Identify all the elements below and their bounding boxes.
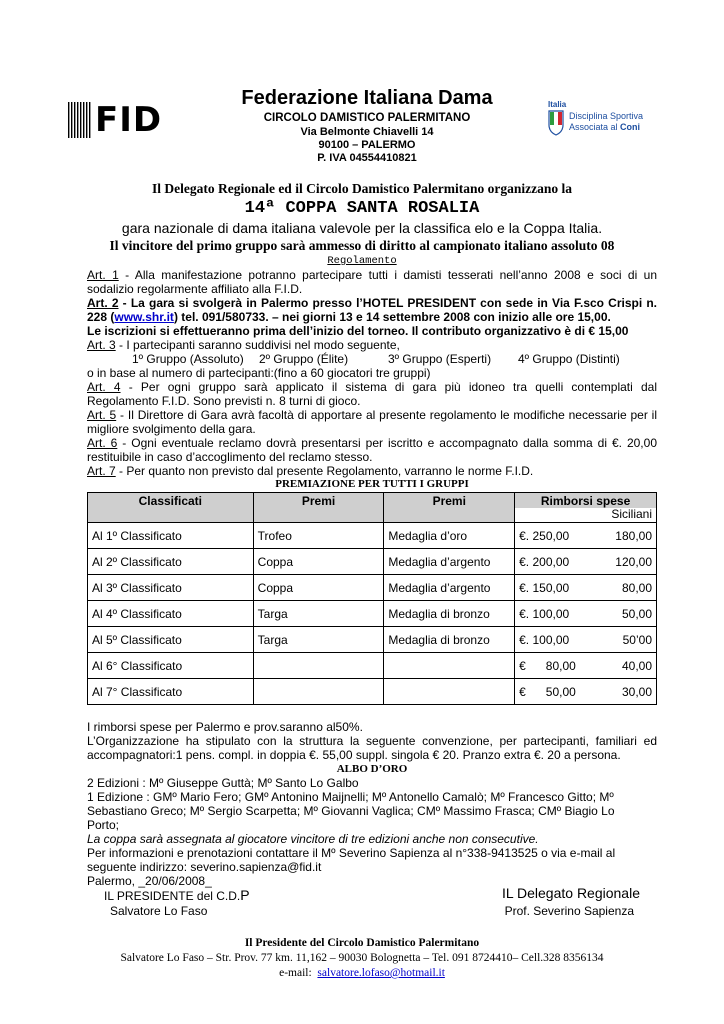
footer-title: Il Presidente del Circolo Damistico Palermitano xyxy=(244,937,480,949)
refund-amount: € 80,00 xyxy=(519,658,576,673)
albo-line3: Sebastiano Greco; Mº Sergio Scarpetta; Mº Giovanni Vaglica; CMº Massimo Frasca; CMº Biagio Lo xyxy=(87,804,615,818)
art6-line1 xyxy=(87,436,657,450)
art3-text: - I partecipanti saranno suddivisi nel modo seguente, xyxy=(115,338,400,352)
refund-amount: €. 100,00 xyxy=(519,632,570,647)
art3-line3: o in base al numero di partecipanti:(fino a 60 giocatori tre gruppi) xyxy=(87,366,431,380)
footer-email-line xyxy=(40,966,684,980)
coni-logo xyxy=(548,100,658,140)
coni-shield-icon xyxy=(548,110,564,136)
art4-label: Art. 4 xyxy=(87,380,121,394)
art7-line1 xyxy=(87,464,657,478)
art5-label: Art. 5 xyxy=(87,408,117,422)
footer-email-link[interactable]: salvatore.lofaso@hotmail.it xyxy=(317,967,445,979)
group-1: 1º Gruppo (Assoluto) xyxy=(132,352,244,366)
header-premi-2: Premi xyxy=(384,493,515,523)
prizes-header-row xyxy=(88,493,657,523)
art2-line2-post: ) tel. 091/580733. – nei giorni 13 e 14 settembre 2008 con inizio alle ore 15,00. xyxy=(173,310,611,324)
art6-line2: restituibile in caso d’accoglimento del reclamo stesso. xyxy=(87,450,373,464)
cell-medal: Medaglia d’oro xyxy=(384,523,515,549)
delegate-title: IL Delegato Regionale xyxy=(501,885,640,901)
art7-label: Art. 7 xyxy=(87,464,116,478)
cell-medal: Medaglia di bronzo xyxy=(384,627,515,653)
refund-sicily: 30,00 xyxy=(621,684,652,699)
refund-amount: €. 150,00 xyxy=(519,580,570,595)
refund-amount: €. 100,00 xyxy=(519,606,570,621)
cell-medal: Medaglia d’argento xyxy=(384,575,515,601)
art5-line2: migliore svolgimento della gara. xyxy=(87,422,256,436)
cell-place: Al 4º Classificato xyxy=(88,601,254,627)
header-siciliani: Siciliani xyxy=(611,507,652,521)
art5-line1 xyxy=(87,408,657,422)
refund-sicily: 50’00 xyxy=(622,632,652,647)
cell-medal: Medaglia d’argento xyxy=(384,549,515,575)
delegate-name: Prof. Severino Sapienza xyxy=(504,904,634,918)
art2-label: Art. 2 xyxy=(87,296,119,310)
art3-label: Art. 3 xyxy=(87,338,116,352)
cell-place: Al 7° Classificato xyxy=(88,679,254,705)
prizes-table xyxy=(87,492,657,705)
art1-line1 xyxy=(87,268,657,282)
cell-place: Al 2º Classificato xyxy=(88,549,254,575)
prizes-heading: PREMIAZIONE PER TUTTI I GRUPPI xyxy=(275,478,469,490)
refund-sicily: 180,00 xyxy=(615,528,652,543)
albo-line2: 1 Edizione : GMº Mario Fero; GMº Antonino Maijnelli; Mº Antonello Camalò; Mº Francesco Gitto; Mº xyxy=(87,790,614,804)
regulation-heading: Regolamento xyxy=(327,255,397,267)
cell-refund xyxy=(515,627,657,653)
table-row xyxy=(88,601,657,627)
cell-prize xyxy=(253,653,384,679)
header-rimborsi-label: Rimborsi spese xyxy=(515,493,656,508)
president-title-text: IL PRESIDENTE del C.D. xyxy=(104,889,241,903)
coni-line2-bold: Coni xyxy=(620,122,641,132)
organizers-line: Il Delegato Regionale ed il Circolo Damistico Palermitano organizzano la xyxy=(151,181,573,196)
coni-brand: Italia xyxy=(548,100,567,109)
president-title xyxy=(104,887,250,904)
qualifier-line: Il vincitore del primo gruppo sarà ammesso di diritto al campionato italiano assoluto 08 xyxy=(109,238,615,253)
cell-refund xyxy=(515,601,657,627)
cell-refund xyxy=(515,549,657,575)
cell-refund xyxy=(515,679,657,705)
art4-text: - Per ogni gruppo sarà applicato il sistema di gara più idoneo tra quelli contemplati dal xyxy=(120,380,657,394)
cup-note: La coppa sarà assegnata al giocatore vincitore di tre edizioni anche non consecutive. xyxy=(87,832,539,846)
cell-place: Al 6° Classificato xyxy=(88,653,254,679)
albo-line1: 2 Edizioni : Mº Giuseppe Guttà; Mº Santo Lo Galbo xyxy=(87,776,359,790)
convention-line2: accompagnatori:1 pens. compl. in doppia €. 55,00 suppl. singola € 20. Pranzo extra €. 20 a persona. xyxy=(87,748,621,762)
cell-prize: Trofeo xyxy=(253,523,384,549)
hotel-website-link[interactable]: www.shr.it xyxy=(114,310,174,324)
event-title: 14ª COPPA SANTA ROSALIA xyxy=(244,199,480,218)
refund-amount: €. 250,00 xyxy=(519,528,570,543)
cell-place: Al 5º Classificato xyxy=(88,627,254,653)
coni-line2 xyxy=(569,122,640,133)
footer-email-label: e-mail: xyxy=(279,967,312,979)
art2-line3: Le iscrizioni si effettueranno prima dell’inizio del torneo. Il contributo organizzativo è di € 15,00 xyxy=(87,324,629,338)
albo-line4: Porto; xyxy=(87,818,120,832)
cell-prize: Targa xyxy=(253,601,384,627)
cell-refund xyxy=(515,575,657,601)
albo-heading: ALBO D’ORO xyxy=(336,763,408,775)
cell-refund xyxy=(515,653,657,679)
art3-line1 xyxy=(87,338,657,352)
info-line1: Per informazioni e prenotazioni contattare il Mº Severino Sapienza al n°338-9413525 o via e-mail al xyxy=(87,846,616,860)
club-vat: P. IVA 04554410821 xyxy=(317,152,417,164)
refund-amount: € 50,00 xyxy=(519,684,576,699)
refund-amount: €. 200,00 xyxy=(519,554,570,569)
art7-text: - Per quanto non previsto dal presente Regolamento, varranno le norme F.I.D. xyxy=(115,464,534,478)
cell-refund xyxy=(515,523,657,549)
art6-text: - Ogni eventuale reclamo dovrà presentarsi per iscritto e accompagnato dalla somma di €. 20,00 xyxy=(117,436,657,450)
art4-line2: Regolamento F.I.D. Sono previsti n. 8 turni di gioco. xyxy=(87,394,361,408)
club-city: 90100 – PALERMO xyxy=(318,139,416,151)
art2-text: - La gara si svolgerà in Palermo presso l’HOTEL PRESIDENT con sede in Via F.sco Crispi n. xyxy=(118,296,657,310)
header-rimborsi xyxy=(515,493,657,523)
org-title: Federazione Italiana Dama xyxy=(241,87,493,109)
club-address: Via Belmonte Chiavelli 14 xyxy=(300,126,434,138)
art5-text: - Il Direttore di Gara avrà facoltà di apportare al presente regolamento le modifiche necessarie per il xyxy=(116,408,657,422)
refund-note: I rimborsi spese per Palermo e prov.saranno al50%. xyxy=(87,720,363,734)
fid-logo xyxy=(68,100,163,140)
refund-sicily: 50,00 xyxy=(621,606,652,621)
art1-label: Art. 1 xyxy=(87,268,119,282)
refund-sicily: 80,00 xyxy=(621,580,652,595)
table-row xyxy=(88,523,657,549)
coni-line2-prefix: Associata al xyxy=(569,122,621,132)
cell-prize: Coppa xyxy=(253,549,384,575)
group-3: 3º Gruppo (Esperti) xyxy=(388,352,492,366)
header-classificati: Classificati xyxy=(88,493,254,523)
refund-sicily: 120,00 xyxy=(615,554,652,569)
date-line: Palermo, _20/06/2008_ xyxy=(87,874,212,888)
cell-prize: Coppa xyxy=(253,575,384,601)
refund-sicily: 40,00 xyxy=(621,658,652,673)
art2-line2 xyxy=(87,310,657,324)
art1-text: - Alla manifestazione potranno partecipare tutti i damisti tesserati nell’anno 2008 e soci di un xyxy=(118,268,657,282)
cell-place: Al 1º Classificato xyxy=(88,523,254,549)
table-row xyxy=(88,549,657,575)
president-name: Salvatore Lo Faso xyxy=(110,904,208,918)
president-title-suffix: P xyxy=(240,887,250,903)
coni-line1: Disciplina Sportiva xyxy=(569,111,644,121)
info-line2: seguente indirizzo: severino.sapienza@fid.it xyxy=(87,860,322,874)
cell-medal: Medaglia di bronzo xyxy=(384,601,515,627)
art1-line2: sodalizio regolarmente affiliato alla F.I.D. xyxy=(87,282,303,296)
cell-prize xyxy=(253,679,384,705)
header-premi-1: Premi xyxy=(253,493,384,523)
event-subtitle: gara nazionale di dama italiana valevole per la classifica elo e la Coppa Italia. xyxy=(121,220,603,236)
art4-line1 xyxy=(87,380,657,394)
convention-line1: L’Organizzazione ha stipulato con la struttura la seguente convenzione, per partecipanti, familiari ed xyxy=(87,734,657,748)
art2-line1 xyxy=(87,296,657,310)
cell-medal xyxy=(384,679,515,705)
group-4: 4º Gruppo (Distinti) xyxy=(518,352,620,366)
table-row xyxy=(88,627,657,653)
table-row xyxy=(88,653,657,679)
cell-place: Al 3º Classificato xyxy=(88,575,254,601)
footer-address: Salvatore Lo Faso – Str. Prov. 77 km. 11,162 – 90030 Bolognetta – Tel. 091 8724410– Cell.328 8356134 xyxy=(120,952,604,964)
cell-medal xyxy=(384,653,515,679)
cell-prize: Targa xyxy=(253,627,384,653)
group-2: 2º Gruppo (Élite) xyxy=(259,352,349,366)
art2-line2-pre: 228 ( xyxy=(87,310,115,324)
table-row xyxy=(88,679,657,705)
club-name: CIRCOLO DAMISTICO PALERMITANO xyxy=(263,112,471,124)
art6-label: Art. 6 xyxy=(87,436,118,450)
fid-logo-text: FID xyxy=(95,100,163,140)
table-row xyxy=(88,575,657,601)
